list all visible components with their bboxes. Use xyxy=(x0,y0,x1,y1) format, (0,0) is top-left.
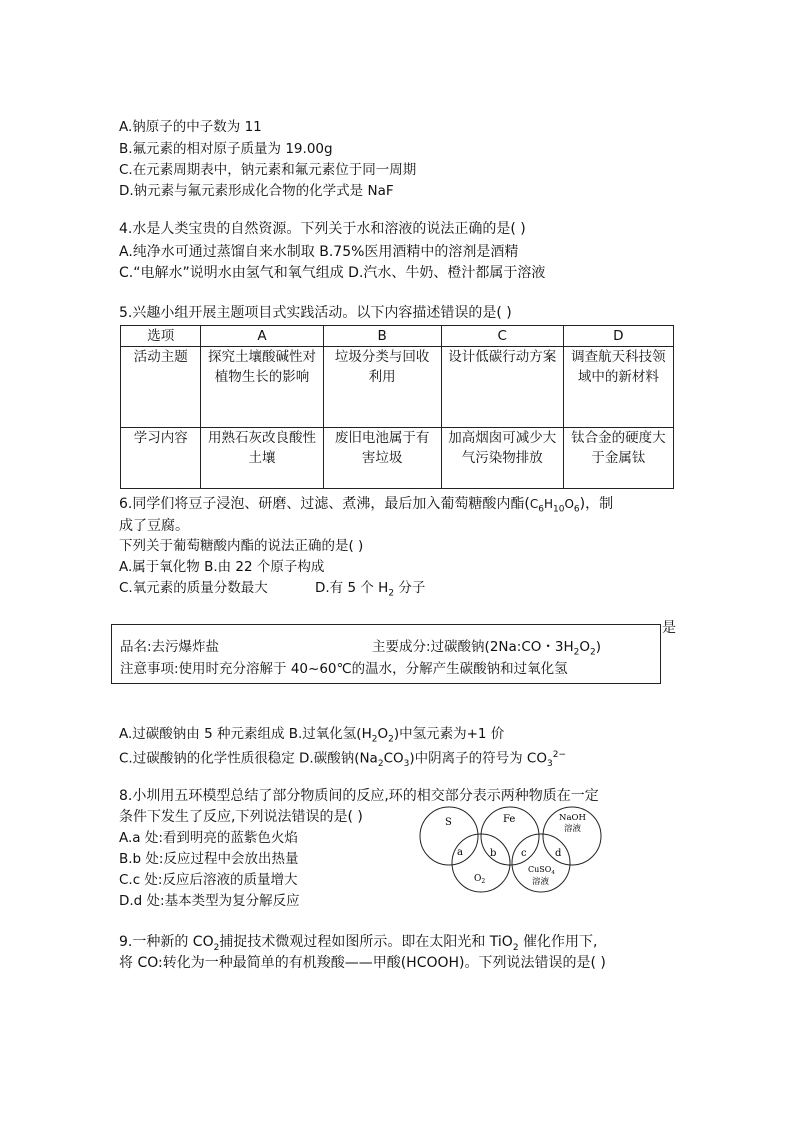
q6-stem-post: )，制 xyxy=(579,496,614,512)
q5-stem: 5.兴趣小组开展主题项目式实践活动。以下内容描述错误的是( ) xyxy=(119,305,512,321)
q9-stem-line2: 将 CO:转化为一种最简单的有机羧酸——甲酸(HCOOH)。下列说法错误的是( ) xyxy=(119,955,606,971)
q8-option-b: B.b 处:反应过程中会放出热量 xyxy=(119,851,299,867)
ring-naoh-label: NaOH xyxy=(559,813,586,823)
table-cell: 探究土壤酸碱性对植物生长的影响 xyxy=(201,347,323,428)
table-row xyxy=(121,428,674,489)
table-header-cell: C xyxy=(441,326,563,347)
table-header-cell: B xyxy=(323,326,441,347)
q6-options-ab: A.属于氧化物 B.由 22 个原子构成 xyxy=(119,559,325,575)
table-cell: 垃圾分类与回收利用 xyxy=(323,347,441,428)
q6-option-d: D.有 5 个 $H_2$ 分子 xyxy=(315,580,426,599)
q7-options-ab: A.过碳酸钠由 5 种元素组成 B.过氧化氢$(H_2O_2)$中氢元素为+1 价 xyxy=(119,726,505,745)
q8-option-a: A.a 处:看到明亮的蓝紫色火焰 xyxy=(119,830,298,846)
q8-option-d: D.d 处:基本类型为复分解反应 xyxy=(119,893,300,909)
q9-stem: 9.一种新的 $CO_2$捕捉技术微观过程如图所示。即在太阳光和 TiO$_2$ 催化作用下, xyxy=(119,934,598,953)
ring-cuso4-label: CuSO$_4$ xyxy=(528,865,555,876)
five-rings-diagram xyxy=(415,804,615,896)
table-cell: 调查航天科技领域中的新材料 xyxy=(563,347,673,428)
q6-option-c: C.氧元素的质量分数最大 xyxy=(119,580,268,596)
table-header-cell: D xyxy=(563,326,673,347)
q4-options-ab: A.纯净水可通过蒸馏自来水制取 B.75%医用酒精中的溶剂是酒精 xyxy=(119,244,519,260)
ring-naoh-label-2: 溶液 xyxy=(564,824,582,834)
ring-region-d: d xyxy=(555,848,562,859)
q7-stem-end: 是 xyxy=(662,620,676,636)
q8-stem-line2: 条件下发生了反应,下列说法错误的是( ) xyxy=(119,809,363,825)
q6-stem-pre: 6.同学们将豆子浸泡、研磨、过滤、煮沸，最后加入葡萄糖酸内酯( xyxy=(119,496,530,512)
q6-question: 下列关于葡萄糖酸内酯的说法正确的是( ) xyxy=(119,538,364,554)
table-cell: 活动主题 xyxy=(121,347,201,428)
ring-region-b: b xyxy=(490,848,497,859)
ring-s-label: S xyxy=(445,817,452,828)
table-row xyxy=(121,347,674,428)
table-cell: 钛合金的硬度大于金属钛 xyxy=(563,428,673,489)
ring-region-c: c xyxy=(521,848,527,859)
table-cell: 设计低碳行动方案 xyxy=(441,347,563,428)
table-cell: 用熟石灰改良酸性土壤 xyxy=(201,428,323,489)
q3-option-d: D.钠元素与氟元素形成化合物的化学式是 NaF xyxy=(119,183,394,199)
q8-option-c: C.c 处:反应后溶液的质量增大 xyxy=(119,872,298,888)
ring-fe-label: Fe xyxy=(503,814,516,825)
q3-option-a: A.钠原子的中子数为 11 xyxy=(119,119,262,135)
q7-options-cd: C.过碳酸钠的化学性质很稳定 D.碳酸钠$(Na_2CO_3)$中阴离子的符号为 $CO_3^{2-}$ xyxy=(119,750,567,770)
q6-stem xyxy=(119,495,613,519)
ring-cuso4-label-2: 溶液 xyxy=(532,877,550,887)
table-row xyxy=(121,326,674,347)
ring-region-a: a xyxy=(457,847,463,858)
q7-product-name: 品名:去污爆炸盐 xyxy=(120,639,220,655)
q6-formula: $C_6H_{10}O_6$ xyxy=(529,497,580,515)
table-cell: 学习内容 xyxy=(121,428,201,489)
q4-stem: 4.水是人类宝贵的自然资源。下列关于水和溶液的说法正确的是( ) xyxy=(119,221,526,237)
table-cell: 加高烟囱可减少大气污染物排放 xyxy=(441,428,563,489)
q6-stem-line2: 成了豆腐。 xyxy=(119,518,189,534)
q7-product-label xyxy=(111,624,661,684)
table-header-cell: 选项 xyxy=(121,326,201,347)
q7-notes: 注意事项:使用时充分溶解于 40~60℃的温水，分解产生碳酸钠和过氧化氢 xyxy=(120,661,568,677)
q3-option-b: B.氟元素的相对原子质量为 19.00g xyxy=(119,141,333,157)
q7-main-component: 主要成分:过碳酸钠(2Na:CO・$3H_2O_2$) xyxy=(372,639,602,658)
q3-option-c: C.在元素周期表中，钠元素和氟元素位于同一周期 xyxy=(119,162,417,178)
table-cell: 废旧电池属于有害垃圾 xyxy=(323,428,441,489)
q4-options-cd: C.“电解水”说明水由氢气和氧气组成 D.汽水、牛奶、橙汁都属于溶液 xyxy=(119,265,546,281)
table-header-cell: A xyxy=(201,326,323,347)
q8-stem: 8.小圳用五环模型总结了部分物质间的反应,环的相交部分表示两种物质在一定 xyxy=(119,788,599,804)
ring-o2-label: $O_2$ xyxy=(474,874,486,885)
q5-table xyxy=(120,325,674,489)
